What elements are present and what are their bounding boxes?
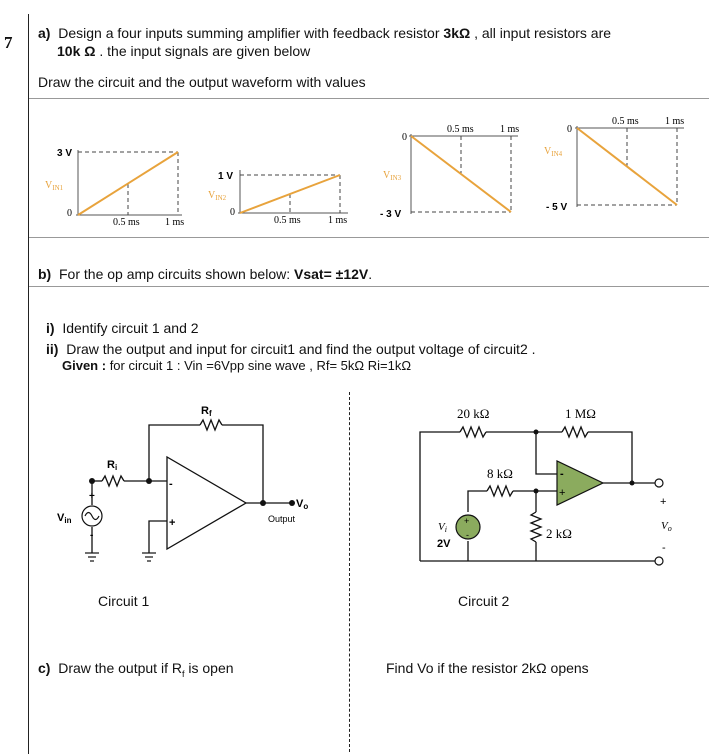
item-i-text: Identify circuit 1 and 2 xyxy=(62,320,199,336)
c2-vo-label: Vo xyxy=(661,520,672,533)
output-terminal xyxy=(655,557,663,565)
part-b-tail: . xyxy=(368,266,373,282)
r20k-resistor xyxy=(460,427,486,437)
w3-t2: 1 ms xyxy=(500,124,520,135)
c1-vo-label: Vo xyxy=(296,498,309,511)
find-vo-text: Find Vo if the resistor 2kΩ opens xyxy=(386,660,589,676)
part-a-instruction: Draw the circuit and the output waveform with values xyxy=(38,74,366,90)
item-ii-label: ii) xyxy=(46,341,59,357)
c2-r1m-label: 1 MΩ xyxy=(565,406,596,421)
w3-peak: - 3 V xyxy=(380,209,402,220)
c1-output-label: Output xyxy=(268,514,296,524)
c1-src-plus: + xyxy=(89,491,95,502)
part-c-sub: f xyxy=(181,668,185,679)
w2-zero: 0 xyxy=(230,207,235,218)
item-ii-text: Draw the output and input for circuit1 and find the output voltage of circuit2 . xyxy=(66,341,536,357)
c2-vi-value: 2V xyxy=(437,538,451,550)
part-a-prefix: a) xyxy=(38,25,51,41)
r8k-resistor xyxy=(487,486,513,496)
item-i-label: i) xyxy=(46,320,55,336)
c2-r20k-label: 20 kΩ xyxy=(457,406,490,421)
part-c-tail: is open xyxy=(184,660,234,676)
part-b-text: For the op amp circuits shown below: xyxy=(59,266,294,282)
given-label: Given : xyxy=(62,358,107,373)
c1-rf-label: Rf xyxy=(201,405,212,418)
part-a-text: Design a four inputs summing amplifier with feedback resistor xyxy=(58,25,444,41)
w1-zero: 0 xyxy=(67,208,72,219)
r1m-resistor xyxy=(562,427,588,437)
part-b-vsat: Vsat= ±12V xyxy=(294,266,369,282)
w4-zero: 0 xyxy=(567,124,572,135)
w3-t1: 0.5 ms xyxy=(447,124,474,135)
c1-ri-label: Ri xyxy=(107,459,118,472)
w4-t1: 0.5 ms xyxy=(612,116,639,127)
part-a-tail: , all input resistors are xyxy=(470,25,612,41)
w2-t1: 0.5 ms xyxy=(274,215,301,226)
circuit-2-caption: Circuit 2 xyxy=(458,593,510,609)
c2-plus: + xyxy=(559,487,566,499)
output-terminal xyxy=(655,479,663,487)
part-a-rin: 10k Ω xyxy=(57,43,96,59)
part-b-prefix: b) xyxy=(38,266,52,282)
w3-zero: 0 xyxy=(402,132,407,143)
w4-t2: 1 ms xyxy=(665,116,685,127)
circuit-1-caption: Circuit 1 xyxy=(98,593,150,609)
part-c xyxy=(38,660,234,679)
c1-minus: - xyxy=(169,478,173,490)
given-text: for circuit 1 : Vin =6Vpp sine wave , Rf= 5kΩ Ri=1kΩ xyxy=(106,358,412,373)
c1-vin-label: Vin xyxy=(57,512,72,525)
c2-r2k-label: 2 kΩ xyxy=(546,526,572,541)
c2-minus: - xyxy=(560,468,564,480)
c2-r8k-label: 8 kΩ xyxy=(487,466,513,481)
c2-out-minus: - xyxy=(662,542,666,554)
c2-src-plus: + xyxy=(464,516,470,526)
w1-peak: 3 V xyxy=(57,148,73,159)
w1-name: $V_{IN1}$ xyxy=(45,180,64,192)
w2-peak: 1 V xyxy=(218,171,234,182)
w3-name: $V_{IN3}$ xyxy=(383,170,402,182)
c1-plus: + xyxy=(169,517,176,529)
part-a-line2-tail: . the input signals are given below xyxy=(95,43,311,59)
w2-name: $V_{IN2}$ xyxy=(208,190,227,202)
w1-t2: 1 ms xyxy=(165,217,185,228)
c2-out-plus: + xyxy=(660,496,667,508)
r2k-resistor xyxy=(531,512,541,542)
c1-src-minus: - xyxy=(90,530,94,541)
part-c-prefix: c) xyxy=(38,660,51,676)
part-c-text: Draw the output if R xyxy=(58,660,182,676)
w4-peak: - 5 V xyxy=(546,202,568,213)
w2-t2: 1 ms xyxy=(328,215,348,226)
c2-src-minus: - xyxy=(466,530,469,540)
question-number: 7 xyxy=(4,33,13,52)
w4-name: $V_{IN4}$ xyxy=(544,146,563,158)
c2-vi-label: Vi xyxy=(438,521,447,534)
part-a-rf: 3kΩ xyxy=(443,25,471,41)
w1-t1: 0.5 ms xyxy=(113,217,140,228)
